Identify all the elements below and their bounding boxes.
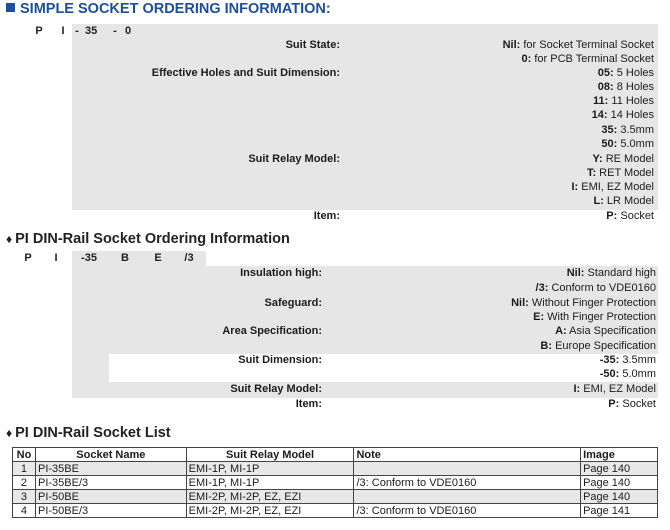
cell-note	[354, 490, 581, 504]
simple-option: 50: 5.0mm	[601, 138, 654, 150]
cell-image: Page 141	[581, 504, 658, 518]
simple-option: 05: 5 Holes	[597, 67, 654, 79]
din-option: B: Europe Specification	[540, 340, 656, 352]
table-row	[13, 462, 658, 476]
column-header: Suit Relay Model	[186, 448, 354, 462]
simple-option: Y: RE Model	[592, 153, 654, 165]
din-label: Insulation high:	[240, 267, 322, 279]
cell-note: /3: Conform to VDE0160	[354, 476, 581, 490]
din-option: /3: Conform to VDE0160	[535, 282, 656, 294]
cell-note: /3: Conform to VDE0160	[354, 504, 581, 518]
simple-option: L: LR Model	[593, 195, 654, 207]
simple-option: 35: 3.5mm	[601, 124, 654, 136]
simple-label: Suit State:	[285, 39, 340, 51]
table-row	[13, 476, 658, 490]
simple-label: Suit Relay Model:	[248, 153, 340, 165]
din-option: Nil: Without Finger Protection	[511, 297, 656, 309]
column-header: Socket Name	[35, 448, 186, 462]
code-char: 0	[124, 25, 132, 37]
column-header: No	[13, 448, 36, 462]
code-char: B	[121, 252, 129, 264]
din-option: I: EMI, EZ Model	[573, 383, 656, 395]
cell-socket-name: PI-35BE	[35, 462, 186, 476]
cell-image: Page 140	[581, 462, 658, 476]
din-option: P: Socket	[608, 398, 656, 410]
cell-socket-name: PI-35BE/3	[35, 476, 186, 490]
simple-option: 11: 11 Holes	[593, 95, 654, 107]
code-char: -35	[81, 252, 97, 264]
din-option: Nil: Standard high	[566, 267, 656, 279]
cell-image: Page 140	[581, 476, 658, 490]
din-label: Area Specification:	[222, 325, 322, 337]
simple-option: T: RET Model	[586, 167, 654, 179]
din-option: A: Asia Specification	[555, 325, 656, 337]
section-title-din: ♦ PI DIN-Rail Socket Ordering Information	[6, 231, 290, 247]
socket-list-table	[12, 447, 658, 518]
square-bullet-icon	[6, 3, 15, 12]
table-row	[13, 504, 658, 518]
diamond-bullet-icon: ♦	[6, 232, 13, 246]
din-label: Safeguard:	[264, 297, 322, 309]
code-char: -	[75, 25, 79, 37]
code-char: I	[61, 25, 65, 37]
cell-no: 4	[13, 504, 36, 518]
simple-option: Nil: for Socket Terminal Socket	[502, 39, 654, 51]
din-label: Suit Relay Model:	[230, 383, 322, 395]
simple-option: P: Socket	[606, 210, 654, 222]
simple-label: Item:	[313, 210, 340, 222]
band-relay-right	[72, 152, 658, 210]
cell-socket-name: PI-50BE/3	[35, 504, 186, 518]
din-option: -50: 5.0mm	[599, 368, 656, 380]
simple-label: Effective Holes and Suit Dimension:	[151, 67, 340, 79]
band-relay-din	[72, 251, 109, 398]
simple-option: I: EMI, EZ Model	[571, 181, 654, 193]
code-char: /3	[184, 252, 194, 264]
section-title-simple: SIMPLE SOCKET ORDERING INFORMATION:	[6, 1, 331, 17]
code-char: E	[154, 252, 162, 264]
cell-no: 2	[13, 476, 36, 490]
simple-option: 08: 8 Holes	[597, 81, 654, 93]
code-char: P	[24, 252, 32, 264]
column-header: Note	[354, 448, 581, 462]
din-label: Item:	[295, 398, 322, 410]
band-relay-din-right	[72, 382, 658, 398]
diamond-bullet-icon: ♦	[6, 426, 13, 440]
code-char: I	[54, 252, 58, 264]
simple-option: 14: 14 Holes	[591, 109, 654, 121]
din-option: -35: 3.5mm	[599, 354, 656, 366]
cell-relay-model: EMI-2P, MI-2P, EZ, EZI	[186, 490, 354, 504]
cell-socket-name: PI-50BE	[35, 490, 186, 504]
cell-image: Page 140	[581, 490, 658, 504]
din-option: E: With Finger Protection	[533, 311, 656, 323]
cell-relay-model: EMI-2P, MI-2P, EZ, EZI	[186, 504, 354, 518]
code-char: 35	[85, 25, 98, 37]
cell-note	[354, 462, 581, 476]
column-header: Image	[581, 448, 658, 462]
code-char: P	[35, 25, 43, 37]
cell-relay-model: EMI-1P, MI-1P	[186, 462, 354, 476]
cell-relay-model: EMI-1P, MI-1P	[186, 476, 354, 490]
section-title-list: ♦ PI DIN-Rail Socket List	[6, 425, 171, 441]
cell-no: 3	[13, 490, 36, 504]
din-label: Suit Dimension:	[238, 354, 322, 366]
table-header-row	[13, 448, 658, 462]
table-row	[13, 490, 658, 504]
cell-no: 1	[13, 462, 36, 476]
simple-option: 0: for PCB Terminal Socket	[521, 53, 654, 65]
code-char: -	[113, 25, 117, 37]
